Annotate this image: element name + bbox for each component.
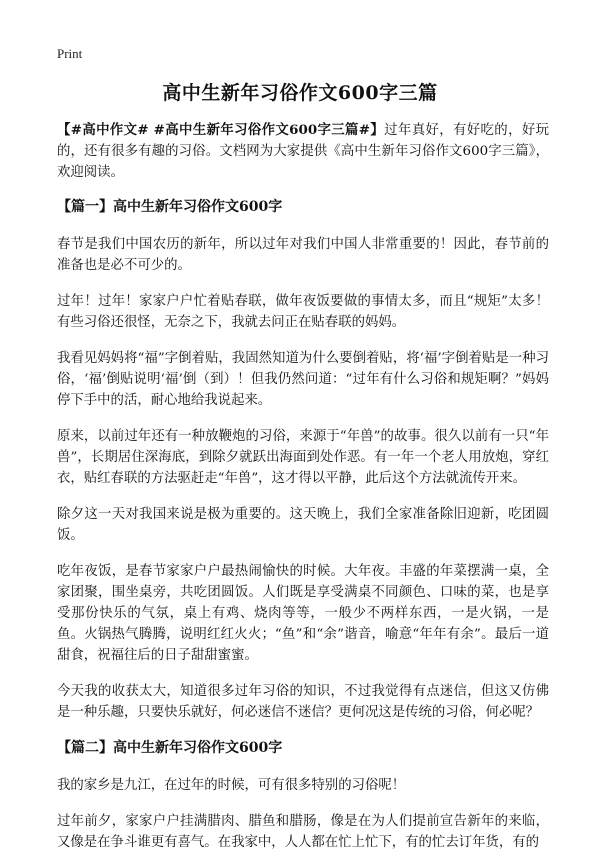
section-heading-1: 【篇一】高中生新年习俗作文600字 <box>57 199 283 215</box>
paragraph: 我的家乡是九江，在过年的时候，可有很多特别的习俗呢！ <box>57 778 406 793</box>
article-body <box>57 120 549 868</box>
intro-paragraph <box>57 120 549 183</box>
paragraph: 春节是我们中国农历的新年，所以过年对我们中国人非常重要的！因此，春节前的准备也是必不可少的。 <box>57 237 549 273</box>
intro-tag: 【#高中作文# #高中生新年习俗作文600字三篇#】 <box>57 122 385 138</box>
paragraph: 原来，以前过年还有一种放鞭炮的习俗，来源于“年兽”的故事。很久以前有一只“年兽”，长期居住深海底，到除夕就跃出海面到处作恶。有一年一个老人用放炮，穿红衣，贴红春联的方法驱赶走“年兽”，这才得以平静，此后这个方法就流传开来。 <box>57 429 549 486</box>
paragraph: 过年！过年！家家户户忙着贴春联，做年夜饭要做的事情太多，而且“规矩”太多！有些习俗还很怪，无奈之下，我就去问正在贴春联的妈妈。 <box>57 294 549 330</box>
print-link[interactable]: Print <box>57 46 83 61</box>
section-heading-2: 【篇二】高中生新年习俗作文600字 <box>57 740 283 756</box>
paragraph: 除夕这一天对我国来说是极为重要的。这天晚上，我们全家准备除旧迎新，吃团圆饭。 <box>57 507 549 543</box>
paragraph: 吃年夜饭，是春节家家户户最热闹愉快的时候。大年夜。丰盛的年菜摆满一桌，全家团聚，围坐桌旁，共吃团圆饭。人们既是享受满桌不同颜色、口味的菜，也是享受那份快乐的气氛，桌上有鸡、烧肉等等，一般少不两样东西，一是火锅，一是鱼。火锅热气腾腾，说明红红火火；“鱼”和“余”谐音，喻意“年年有余”。最后一道甜食，祝福往后的日子甜甜蜜蜜。 <box>57 564 549 663</box>
paragraph: 过年前夕，家家户户挂满腊肉、腊鱼和腊肠，像是在为人们提前宣告新年的来临，又像是在争斗谁更有喜气。在我家中，人人都在忙上忙下，有的忙去订年货，有的 <box>57 814 549 850</box>
intro-text: 过年真好，有好吃的，好玩的，还有很多有趣的习俗。文档网为大家提供《高中生新年习俗作文600字三篇》，欢迎阅读。 <box>57 123 549 180</box>
paragraph: 今天我的收获太大，知道很多过年习俗的知识，不过我觉得有点迷信，但这又仿佛是一种乐趣，只要快乐就好，何必迷信不迷信？更何况这是传统的习俗，何必呢？ <box>57 684 549 720</box>
page-title: 高中生新年习俗作文600字三篇 <box>162 82 438 104</box>
paragraph: 我看见妈妈将“福”字倒着贴，我固然知道为什么要倒着贴，将‘福’字倒着贴是一种习俗，‘福’倒贴说明‘福’倒（到）！但我仍然问道：“过年有什么习俗和规矩啊？”妈妈停下手中的活，耐心地给我说起来。 <box>57 351 549 408</box>
